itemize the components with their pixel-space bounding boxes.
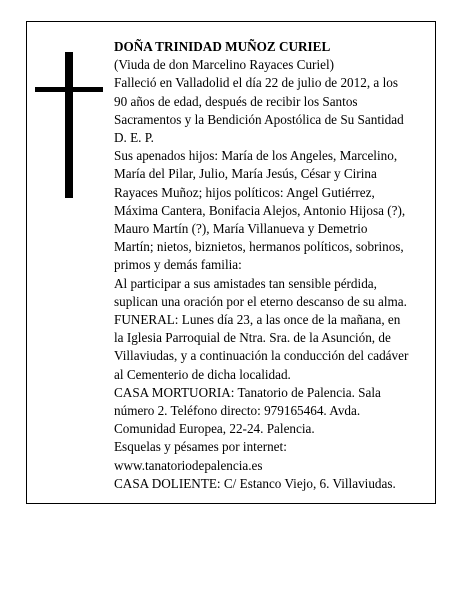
notice-line: Falleció en Valladolid el día 22 de julio de 2012, a los — [114, 75, 398, 91]
notice-line: Sus apenados hijos: María de los Angeles, Marcelino, — [114, 148, 398, 164]
notice-line: suplican una oración por el eterno descanso de su alma. — [114, 293, 407, 309]
notice-line: CASA DOLIENTE: C/ Estanco Viejo, 6. Villaviudas. — [114, 475, 396, 491]
deceased-name: DOÑA TRINIDAD MUÑOZ CURIEL — [114, 39, 331, 54]
notice-line: al Cementerio de dicha localidad. — [114, 366, 291, 382]
notice-line: Martín; nietos, biznietos, hermanos políticos, sobrinos, — [114, 239, 404, 255]
notice-line: Sacramentos y la Bendición Apostólica de Su Santidad — [114, 111, 404, 127]
notice-line: Mauro Martín (?), María Villanueva y Demetrio — [114, 221, 368, 237]
obituary-text — [114, 38, 432, 493]
website-link[interactable]: Esquelas y pésames por internet: — [114, 439, 287, 455]
notice-line: número 2. Teléfono directo: 979165464. Avda. — [114, 403, 361, 419]
notice-line: la Iglesia Parroquial de Ntra. Sra. de la Asunción, de — [114, 330, 391, 346]
notice-line: (Viuda de don Marcelino Rayaces Curiel) — [114, 57, 335, 73]
cross-vertical-bar — [65, 52, 73, 198]
notice-line: CASA MORTUORIA: Tanatorio de Palencia. Sala — [114, 384, 381, 400]
notice-line: www.tanatoriodepalencia.es — [114, 457, 263, 473]
notice-line: Villaviudas, y a continuación la conducción del cadáver — [114, 348, 409, 364]
notice-line: D. E. P. — [114, 130, 154, 146]
notice-line: Comunidad Europea, 22-24. Palencia. — [114, 421, 315, 437]
notice-line: Máxima Cantera, Bonifacia Alejos, Antonio Hijosa (?), — [114, 202, 406, 218]
notice-line: FUNERAL: Lunes día 23, a las once de la mañana, en — [114, 312, 401, 328]
notice-line: Rayaces Muñoz; hijos políticos: Angel Gutiérrez, — [114, 184, 375, 200]
notice-line: 90 años de edad, después de recibir los Santos — [114, 93, 358, 109]
notice-line: primos y demás familia: — [114, 257, 242, 273]
cross-icon — [35, 52, 103, 198]
notice-line: María del Pilar, Julio, María Jesús, César y Cirina — [114, 166, 377, 182]
cross-horizontal-bar — [35, 87, 103, 92]
notice-line: Al participar a sus amistades tan sensible pérdida, — [114, 275, 377, 291]
